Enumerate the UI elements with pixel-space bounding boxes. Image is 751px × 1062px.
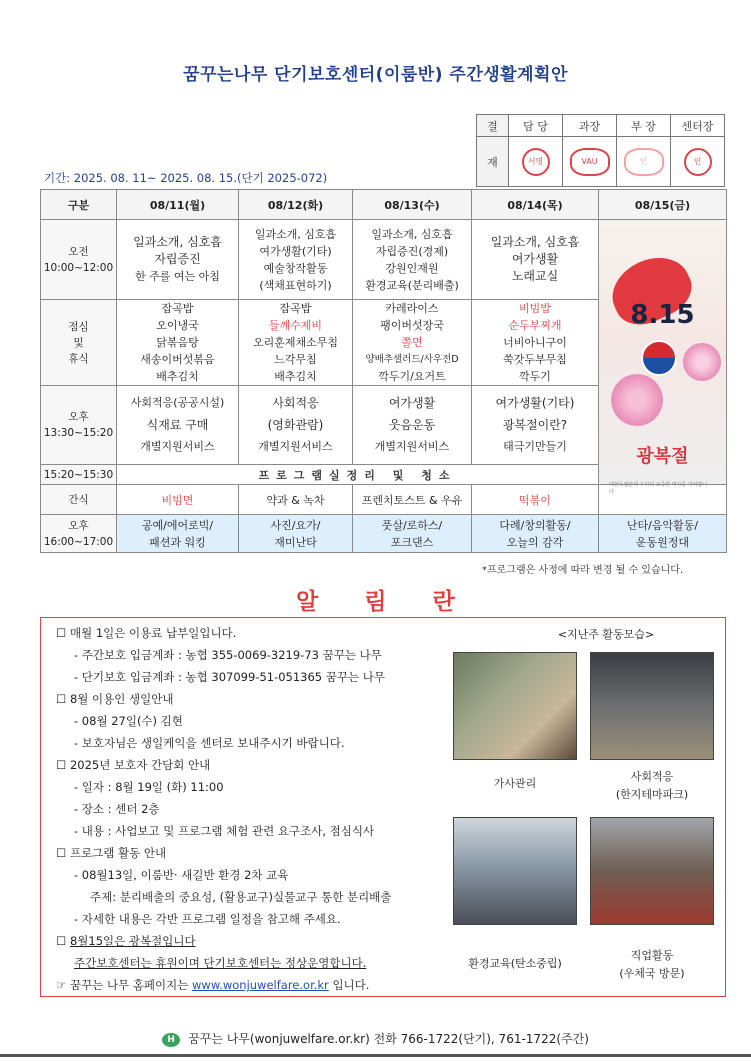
lunch-menu-cell (353, 300, 472, 386)
snack-cell: 떡볶이 (472, 485, 599, 515)
photo-caption: 환경교육(탄소중립) (468, 957, 562, 970)
menu-item: 배추김치 (156, 370, 199, 383)
row-label-snack: 간식 (41, 485, 117, 515)
notice-line: - 주간보호 입금계좌 : 농협 355-0069-3219-73 꿈꾸는 나무 (74, 648, 382, 662)
row-label-cleanup: 15:20~15:30 (41, 465, 117, 485)
menu-item: 비빔밥 (519, 302, 551, 315)
notice-fee-title: 매월 1일은 이용료 납부일입니다. (69, 626, 237, 640)
afternoon-cell: 사회적응(공공시설) 식재료 구매 개별지원서비스 (117, 386, 239, 465)
notice-line: 주제: 분리배출의 중요성, (활용교구)실물교구 통한 분리배출 (90, 890, 392, 904)
menu-item: 잡곡밥 (161, 302, 194, 315)
holiday-poster (599, 220, 727, 495)
approval-header: 담 당 (509, 115, 563, 137)
activity-photo-social (590, 652, 714, 760)
taegeuk-flag-icon (641, 340, 677, 376)
notice-line: - 단기보호 입금계좌 : 농협 307099-51-051365 꿈꾸는 나무 (74, 670, 385, 684)
photo-caption: 가사관리 (493, 777, 537, 790)
row-label-morning: 오전 10:00~12:00 (41, 220, 117, 300)
homepage-line (56, 974, 456, 996)
notice-item: ☐ 2025년 보호자 간담회 안내 (56, 758, 211, 772)
organization-logo-icon: H (162, 1033, 180, 1047)
menu-item: 들깨수제비 (268, 319, 323, 332)
seal-stamp-icon: VAU (570, 148, 610, 176)
activity-photo-housekeeping (453, 652, 577, 760)
morning-cell: 일과소개, 심호흡 여가생활 노래교실 (472, 220, 599, 300)
afternoon-cell: 사회적응 (영화관람) 개별지원서비스 (239, 386, 353, 465)
seal-stamp-icon: 인 (684, 148, 712, 176)
weekly-schedule-table (40, 189, 727, 553)
morning-cell: 일과소개, 심호흡 자립증진 한 주를 여는 아침 (117, 220, 239, 300)
notice-item: ☐ 매월 1일은 이용료 납부일입니다. (56, 626, 237, 640)
lunch-menu-cell (239, 300, 353, 386)
menu-item: 순두부찌개 (508, 319, 562, 332)
notice-line: - 일자 : 8월 19일 (화) 11:00 (74, 780, 224, 794)
day-header: 08/11(월) (117, 190, 239, 220)
menu-item: 양배추샐러드/사우전D (365, 354, 459, 365)
notice-item: ☐ 프로그램 활동 안내 (56, 846, 167, 860)
notice-line: - 내용 : 사업보고 및 프로그램 체험 관련 요구조사, 점심식사 (74, 824, 375, 838)
notice-line: - 보호자님은 생일케익을 센터로 보내주시기 바랍니다. (74, 736, 345, 750)
poster-small-text: 대한독립만세 우리의 소중한 역사를 기억합니다 (609, 482, 708, 495)
notice-line: 주간보호센터는 휴원이며 단기보호센터는 정상운영합니다. (74, 956, 367, 970)
notice-line: - 08월 27일(수) 김현 (74, 714, 183, 728)
row-label-lunch: 점심 및 휴식 (41, 300, 117, 386)
menu-item: 잡곡밥 (279, 302, 312, 315)
notice-birthday-title: 8월 이용인 생일안내 (69, 692, 174, 706)
menu-item: 너비아니구이 (503, 336, 567, 349)
approval-header: 과장 (563, 115, 617, 137)
notice-board-title: 알림란 (296, 589, 501, 615)
lunch-menu-cell (117, 300, 239, 386)
approval-box (476, 114, 725, 187)
menu-item: 팽이버섯장국 (380, 319, 444, 332)
day-header: 08/15(금) (599, 190, 727, 220)
menu-item: 오이냉국 (156, 319, 199, 332)
homepage-link[interactable]: www.wonjuwelfare.or.kr (192, 978, 329, 992)
footer-divider (0, 1054, 751, 1057)
approval-header: 부 장 (617, 115, 671, 137)
photo-caption: 사회적응 (한지테마파크) (615, 770, 689, 801)
late-afternoon-cell: 다례/창의활동/ 오늘의 감각 (472, 515, 599, 553)
poster-holiday-name: 광복절 (636, 446, 689, 467)
notice-line: - 장소 : 센터 2층 (74, 802, 160, 816)
day-header: 08/14(목) (472, 190, 599, 220)
gallery-title: <지난주 활동모습> (557, 628, 655, 641)
notice-board (40, 617, 726, 997)
late-afternoon-cell: 난타/음악활동/ 운동원정대 (599, 515, 727, 553)
late-afternoon-cell: 공예/에어로빅/ 패션과 워킹 (117, 515, 239, 553)
snack-cell: 프렌치토스트 & 우유 (353, 485, 472, 515)
approval-side-label: 결 (477, 115, 509, 137)
seal-stamp-icon: 서명 (522, 148, 550, 176)
notice-program-title: 프로그램 활동 안내 (69, 846, 167, 860)
homepage-suffix: 입니다. (332, 978, 370, 992)
day-header: 08/12(화) (239, 190, 353, 220)
menu-item: 배추김치 (274, 370, 317, 383)
menu-item: 느각무침 (274, 353, 317, 366)
menu-item: 깍두기/요거트 (378, 370, 446, 383)
page-title: 꿈꾸는나무 단기보호센터(이룸반) 주간생활계획안 (183, 65, 568, 85)
menu-item: 카레라이스 (385, 302, 439, 315)
notice-line: - 자세한 내용은 각반 프로그램 일정을 참고해 주세요. (74, 912, 341, 926)
cleanup-cell: 프로그램실정리 및 청소 (117, 465, 599, 485)
notice-item: ☐ 8월15일은 광복절입니다 (56, 934, 196, 948)
menu-item: 깍두기 (519, 370, 551, 383)
late-afternoon-cell: 풋살/로하스/ 포크댄스 (353, 515, 472, 553)
menu-item: 오리훈제채소무침 (252, 336, 338, 349)
menu-item: 쑥갓두부무침 (503, 353, 567, 366)
activity-photo-environment (453, 817, 577, 925)
footer-contact: 꿈꾸는 나무(wonjuwelfare.or.kr) 전화 766-1722(단기), 761-1722(주간) (188, 1032, 589, 1046)
lunch-menu-cell (472, 300, 599, 386)
notice-meeting-title: 2025년 보호자 간담회 안내 (69, 758, 211, 772)
footer (0, 1030, 751, 1047)
notice-holiday-title: 8월15일은 광복절입니다 (69, 934, 196, 948)
menu-item: 쫄면 (401, 336, 423, 349)
notice-item: ☐ 8월 이용인 생일안내 (56, 692, 174, 706)
approval-side-label: 재 (477, 137, 509, 187)
approval-header: 센터장 (671, 115, 725, 137)
notice-list (56, 622, 456, 996)
activity-photo-vocational (590, 817, 714, 925)
homepage-prefix: ☞ 꿈꾸는 나무 홈페이지는 (56, 978, 189, 992)
schedule-period: 기간: 2025. 08. 11~ 2025. 08. 15.(단기 2025-072) (44, 171, 328, 185)
row-label-afternoon: 오후 13:30~15:20 (41, 386, 117, 465)
photo-caption: 직업활동 (우체국 방문) (619, 949, 685, 980)
schedule-corner-header: 구분 (41, 190, 117, 220)
poster-date: 8.15 (630, 300, 695, 330)
late-afternoon-cell: 사진/요가/ 재미난타 (239, 515, 353, 553)
menu-item: 새송이버섯볶음 (140, 353, 215, 366)
afternoon-cell: 여가생활 웃음운동 개별지원서비스 (353, 386, 472, 465)
seal-stamp-icon: 인 (624, 148, 664, 176)
snack-cell: 비빔면 (117, 485, 239, 515)
menu-item: 닭볶음탕 (156, 336, 199, 349)
row-label-late-afternoon: 오후 16:00~17:00 (41, 515, 117, 553)
morning-cell: 일과소개, 심호흡 자립증진(경제) 강원인재원 환경교육(분리배출) (353, 220, 472, 300)
schedule-change-note: *프로그램은 사정에 따라 변경 될 수 있습니다. (482, 565, 684, 576)
snack-cell: 약과 & 녹차 (239, 485, 353, 515)
notice-line: - 08월13일, 이룸반· 새길반 환경 2차 교육 (74, 868, 289, 882)
day-header: 08/13(수) (353, 190, 472, 220)
afternoon-cell: 여가생활(기타) 광복절이란? 태극기만들기 (472, 386, 599, 465)
morning-cell: 일과소개, 심호흡 여가생활(기타) 예술창작활동 (색채표현하기) (239, 220, 353, 300)
